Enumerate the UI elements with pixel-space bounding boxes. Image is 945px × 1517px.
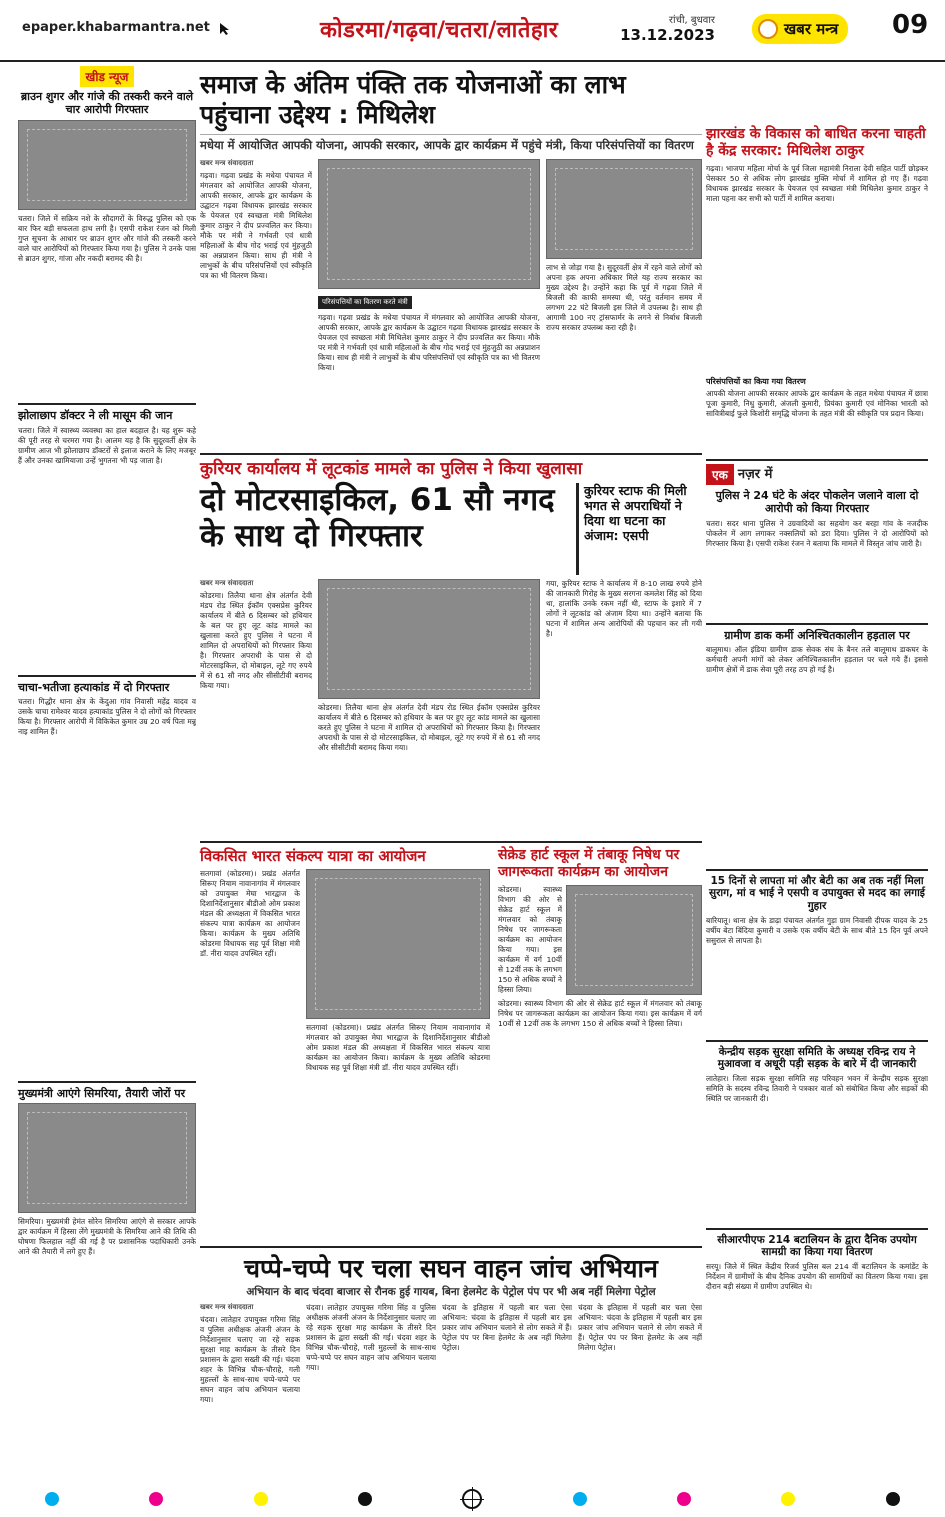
yellow-dot-icon xyxy=(254,1492,268,1506)
issue-date: 13.12.2023 xyxy=(620,26,715,44)
lead-headline[interactable]: समाज के अंतिम पंक्ति तक योजनाओं का लाभ पहुंचाना उद्देश्य : मिथिलेश xyxy=(200,66,702,135)
r2-headline[interactable]: ग्रामीण डाक कर्मी अनिश्चितकालीन हड़ताल पर xyxy=(724,628,910,642)
story-4-headline[interactable]: मुख्यमंत्री आएंगे सिमरिया, तैयारी जोरों पर xyxy=(18,1086,186,1100)
district-title: कोडरमा/गढ़वा/चतरा/लातेहार xyxy=(320,18,559,43)
vehicle-headline[interactable]: चप्पे-चप्पे पर चला सघन वाहन जांच अभियान xyxy=(244,1254,658,1284)
tobacco-body: कोडरमा। स्वास्थ्य विभाग की ओर से सेक्रेड हार्ट स्कूल में मंगलवार को तंबाकू निषेध पर जागरूकता कार्यक्रम का आयोजन किया गया। इस कार्यक्रम में वर्ग 10वीं से 12वीं तक के लगभग 150 से अधिक बच्चों ने हिस्सा लिया। xyxy=(498,884,562,994)
crime-byline: खबर मन्त्र संवाददाता xyxy=(200,579,254,588)
print-registration-marks xyxy=(0,1480,945,1517)
ek-tag: एक xyxy=(706,464,734,485)
story-1-body: चतरा। जिले में सक्रिय नशे के सौदागरों के विरुद्ध पुलिस को एक बार फिर बड़ी सफलता हाथ लगी है। एसपी राकेश रंजन को मिली गुप्त सूचना के आधार पर ब्राउन शुगर और गांजे की तस्करी करने वाले चार आरोपियों को गिरफ्तार किया गया है। पुलिस ने उनके पास से ब्राउन शुगर, गांजा और नकदी बरामद की है। xyxy=(18,214,196,264)
r2-body: बालूमाथ। ऑल इंडिया ग्रामीण डाक सेवक संघ के बैनर तले बालूमाथ डाकघर के कर्मचारी अपनी मांगों को लेकर अनिश्चितकालीन हड़ताल पर चले गये हैं। इससे ग्रामीण क्षेत्रों में डाक सेवा पूरी तरह ठप हो गई है। xyxy=(706,644,928,674)
story-1-photo xyxy=(18,120,196,210)
registration-target-icon xyxy=(462,1489,482,1509)
vikasit-body-2: सतगावां (कोडरमा)। प्रखंड अंतर्गत सिरूए नियाम नावानागांव में मंगलवार को उपायुक्त मेघा भारद्वाज के दिशानिर्देशानुसार बीडीओ ओम प्रकाश मंडल की अध्यक्षता में विकसित भारत संकल्प यात्रा कार्यक्रम का आयोजन किया। कार्यक्रम के मुख्य अतिथि कोडरमा विधायक सह पूर्व शिक्षा मंत्री डॉ. नीरा यादव उपस्थित रहीं। xyxy=(306,1023,490,1073)
right-top-body: गढ़वा। भाजपा महिला मोर्चा के पूर्व जिला महामंत्री निराला देवी सहित पार्टी छोड़कर पेसकार 50 से अधिक लोग झारखंड मुक्ति मोर्चा में शामिल हो गए हैं। गढ़वा विधायक झारखंड सरकार के पेयजल एवं स्वच्छता मंत्री मिथिलेश कुमार ठाकुर ने माला पहना कर सभी को पार्टी में शामिल कराया। xyxy=(706,163,928,203)
r3-body: बारियातू। थाना क्षेत्र के डाढ़ा पंचायत अंतर्गत गुड़ा ग्राम निवासी दीपक यादव के 25 वर्षीय बेटा बिंदिया कुमारी व उसके एक वर्षीय बेटी के साथ बीते 15 दिन पूर्व अपने ससुराल से लापता है। xyxy=(706,915,928,945)
nazar-label: नज़र में xyxy=(737,466,773,482)
vikasit-photo xyxy=(306,869,490,1019)
page-header xyxy=(0,0,945,62)
crime-kicker[interactable]: कुरियर कार्यालय में लूटकांड मामले का पुलिस ने किया खुलासा xyxy=(200,458,583,479)
site-url[interactable]: epaper.khabarmantra.net xyxy=(22,20,210,35)
tobacco-body-2: कोडरमा। स्वास्थ्य विभाग की ओर से सेक्रेड हार्ट स्कूल में मंगलवार को तंबाकू निषेध पर जागरूकता कार्यक्रम का आयोजन किया गया। इस कार्यक्रम में वर्ग 10वीं से 12वीं तक के लगभग 150 से अधिक बच्चों ने हिस्सा लिया। xyxy=(498,998,702,1028)
lead-subheadline: मधेया में आयोजित आपकी योजना, आपकी सरकार, आपके द्वार कार्यक्रम में पहुंचे मंत्री, किया परिसंपत्तियों का वितरण xyxy=(200,138,694,152)
nazar-section-bar xyxy=(706,459,928,485)
lead-photo xyxy=(318,159,540,289)
story-4-photo xyxy=(18,1103,196,1213)
tobacco-headline[interactable]: सेक्रेड हार्ट स्कूल में तंबाकू निषेध पर जागरूकता कार्यक्रम का आयोजन xyxy=(498,847,680,880)
lead-body-1: गढ़वा। गढ़वा प्रखंड के मधेया पंचायत में मंगलवार को आयोजित आपकी योजना, आपकी सरकार, आपके द्वार कार्यक्रम के उद्घाटन गढ़वा विधायक झारखंड सरकार के पेयजल एवं स्वच्छता मंत्री मिथिलेश कुमार ठाकुर ने दीप प्रज्वलित कर किया। मौके पर मंत्री ने गर्भवती एवं धात्री महिलाओं के बीच गोद भराई एवं मुंहजुठी का अन्नप्राशन किया। साथ ही मंत्री ने लाभुकों के बीच परिसंपत्तियों एवं स्वीकृति पत्र का भी वितरण किया। xyxy=(200,170,312,280)
tobacco-photo xyxy=(566,885,702,995)
page-number: 09 xyxy=(892,10,929,40)
story-2-body: चतरा। जिले में स्वास्थ्य व्यवस्था का हाल बदहाल है। यह शुरू कहे की पूरी तरह से चरमरा गया है। आलम यह है कि सुदूरवर्ती क्षेत्र के ग्रामीण आज भी झोलाछाप डॉक्टरों से इलाज कराने के लिए मजबूर हैं और उनका खामियाजा उन्हें भुगतना भी पड़ जाता है। xyxy=(18,425,196,465)
story-2-headline[interactable]: झोलाछाप डॉक्टर ने ली मासूम की जान xyxy=(18,409,173,423)
lead-body-2: लाभ से जोड़ा गया है। सुदूरवर्ती क्षेत्र में रहने वाले लोगों को अपना हक अपना अधिकार मिले यह राज्य सरकार का मुख्य उद्देश्य है। उन्होंने कहा कि पूर्व में गढ़वा जिले में बिजली की काफी समस्या थी, परंतु वर्तमान समय में लगभग 22 घंटे बिजली इस जिले में उपलब्ध है। साथ ही आगामी 100 नए ट्रांसफार्मर के लगने से निर्बाध बिजली राज्य सरकार उपलब्ध करा रही है। xyxy=(546,262,702,332)
vehicle-subheadline: अभियान के बाद चंदवा बाजार से रौनक हुई गायब, बिना हेलमेट के पेट्रोल पंप पर भी अब नहीं मिलेगा पेट्रोल xyxy=(246,1286,656,1299)
cyan-dot-icon xyxy=(45,1492,59,1506)
brand-name: खबर मन्त्र xyxy=(784,20,839,38)
right-column xyxy=(706,66,928,1478)
left-column xyxy=(18,66,196,1478)
magenta-dot-icon-2 xyxy=(677,1492,691,1506)
crime-body-2: कोडरमा। तिलैया थाना क्षेत्र अंतर्गत देवी मंडप रोड स्थित ईकॉम एक्सप्रेस कुरियर कार्यालय में बीते 6 दिसम्बर को हथियार के बल पर हुए लूट कांड मामले का खुलासा करते हुए पुलिस ने घटना में शामिल दो अपराधियों को गिरफ्तार किया है। गिरफ्तार अपराधी के पास से दो मोटरसाइकिल, दो मोबाइल, लूटे गए रुपये में से 61 सौ नगद और सीसीटीवी बरामद किया गया। xyxy=(318,703,540,753)
vehicle-body-2: चंदवा। लातेहार उपायुक्त गरिमा सिंह व पुलिस अधीक्षक अंजनी अंजन के निर्देशानुसार चलाए जा रहे सड़क सुरक्षा माह कार्यक्रम के तीसरे दिन प्रशासन के द्वारा सख्ती की गई। चंदवा शहर के विभिन्न चौक-चौराहे, गली मुहल्लों के साथ-साथ चप्पे-चप्पे पर सघन वाहन जांच अभियान चलाया गया। xyxy=(306,1302,436,1372)
r1-body: चतरा। सदर थाना पुलिस ने उग्रवादियों का सहयोग कर बरहा गांव के नजदीक पोकलेन में आग लगाकर नक्सलियों को डरा दिया। पुलिस ने दो आरोपियों को गिरफ्तार किया है। एसपी राकेश रंजन ने बताया कि मामले में विस्तृत जांच जारी है। xyxy=(706,518,928,548)
vehicle-body-1: चंदवा। लातेहार उपायुक्त गरिमा सिंह व पुलिस अधीक्षक अंजनी अंजन के निर्देशानुसार चलाए जा रहे सड़क सुरक्षा माह कार्यक्रम के तीसरे दिन प्रशासन के द्वारा सख्ती की गई। चंदवा शहर के विभिन्न चौक-चौराहे, गली मुहल्लों के साथ-साथ चप्पे-चप्पे पर सघन वाहन जांच अभियान चलाया गया। xyxy=(200,1314,300,1404)
r4-body: लातेहार। जिला सड़क सुरक्षा समिति सह परिवहन भवन में केन्द्रीय सड़क सुरक्षा समिति के सदस्य रविन्द्र तिवारी ने पत्रकार वार्ता को संबोधित किया और सड़कों की स्थिति पर जानकारी दी। xyxy=(706,1073,928,1103)
vehicle-body-3: चंदवा के इतिहास में पहली बार चला ऐसा अभियान: चंदवा के इतिहास में पहली बार इस प्रकार जांच अभियान चलाने से लोग सकते में हैं। पेट्रोल पंप पर बिना हेलमेट के अब नहीं मिलेगा पेट्रोल। xyxy=(442,1302,572,1352)
crime-headline[interactable]: दो मोटरसाइकिल, 61 सौ नगद के साथ दो गिरफ्तार xyxy=(200,482,555,554)
r3-headline[interactable]: 15 दिनों से लापता मां और बेटी का अब तक नहीं मिला सुराग, मां व भाई ने एसपी व उपायुक्त से मदद का लगाई गुहार xyxy=(709,874,925,912)
r5-body: सरयू। जिले में स्थित केंद्रीय रिजर्व पुलिस बल 214 वीं बटालियन के कमांडेंट के निर्देशन में ग्रामीणों के बीच दैनिक उपयोग की सामग्रियों का वितरण किया गया। इस दौरान बड़ी संख्या में ग्रामीण उपस्थित थे। xyxy=(706,1261,928,1291)
story-1-headline[interactable]: ब्राउन शुगर और गांजे की तस्करी करने वाले चार आरोपी गिरफ्तार xyxy=(20,90,194,117)
vehicle-byline: खबर मन्त्र संवाददाता xyxy=(200,1302,254,1311)
black-dot-icon-2 xyxy=(886,1492,900,1506)
date-block xyxy=(605,12,715,44)
right-top-body-2: आपकी योजना आपकी सरकार आपके द्वार कार्यक्रम के तहत मधेया पंचायत में छात्रा पूजा कुमारी, निधु कुमारी, अंजली कुमारी, प्रियंका कुमारी एवं मोनिका भारती को सावित्रीबाई फुले किशोरी समृद्धि योजना के तहत मंत्री की स्वीकृति पत्र प्रदान किया। xyxy=(706,389,928,419)
story-3-headline[interactable]: चाचा-भतीजा हत्याकांड में दो गिरफ्तार xyxy=(18,680,170,694)
middle-column xyxy=(200,66,702,1478)
lead-byline: खबर मन्त्र संवाददाता xyxy=(200,158,254,167)
magenta-dot-icon xyxy=(149,1492,163,1506)
r1-headline[interactable]: पुलिस ने 24 घंटे के अंदर पोकलेन जलाने वाला दो आरोपी को किया गिरफ्तार xyxy=(715,489,919,516)
right-top-headline[interactable]: झारखंड के विकास को बाधित करना चाहती है केंद्र सरकार: मिथिलेश ठाकुर xyxy=(706,126,926,159)
crime-body-1: कोडरमा। तिलैया थाना क्षेत्र अंतर्गत देवी मंडप रोड स्थित ईकॉम एक्सप्रेस कुरियर कार्यालय में बीते 6 दिसम्बर को हथियार के बल पर हुए लूट कांड मामले का खुलासा करते हुए पुलिस ने घटना में शामिल दो अपराधियों को गिरफ्तार किया है। गिरफ्तार अपराधी के पास से दो मोटरसाइकिल, दो मोबाइल, लूटे गए रुपये में से 61 सौ नगद और सीसीटीवी बरामद किया गया। xyxy=(200,591,312,691)
black-dot-icon xyxy=(358,1492,372,1506)
lead-photo-caption: परिसंपत्तियों का वितरण करते मंत्री xyxy=(318,296,412,309)
r5-headline[interactable]: सीआरपीएफ 214 बटालियन के द्वारा दैनिक उपयोग सामग्री का किया गया वितरण xyxy=(717,1233,917,1259)
brand-emblem-icon xyxy=(758,19,778,39)
vehicle-body-4: चंदवा के इतिहास में पहली बार चला ऐसा अभियान: चंदवा के इतिहास में पहली बार इस प्रकार जांच अभियान चलाने से लोग सकते में हैं। पेट्रोल पंप पर बिना हेलमेट के अब नहीं मिलेगा पेट्रोल। xyxy=(578,1302,702,1352)
crime-body-3: गया, कुरियर स्टाफ ने कार्यालय में 8-10 लाख रुपये होने की जानकारी गिरोह के मुख्य सरगना कमलेश सिंह को दिया था, हालांकि उनके रकम नहीं थी, स्टाफ के इशारे में 7 लोगों ने लूटकांड को अंजाम दिया था। उन्होंने बताया कि घटना में शामिल अन्य आरोपियों की पहचान कर ली गयी है। xyxy=(546,579,702,639)
vikasit-headline[interactable]: विकसित भारत संकल्प यात्रा का आयोजन xyxy=(200,847,426,866)
crime-photo xyxy=(318,579,540,699)
section-tag-crime: खीड न्यूज xyxy=(80,66,135,87)
lead-body-2-cont: गढ़वा। गढ़वा प्रखंड के मधेया पंचायत में मंगलवार को आयोजित आपकी योजना, आपकी सरकार, आपके द्वार कार्यक्रम के उद्घाटन गढ़वा विधायक झारखंड सरकार के पेयजल एवं स्वच्छता मंत्री मिथिलेश कुमार ठाकुर ने दीप प्रज्वलित कर किया। मौके पर मंत्री ने गर्भवती एवं धात्री महिलाओं के बीच गोद भराई एवं मुंहजुठी का अन्नप्राशन किया। साथ ही मंत्री ने लाभुकों के बीच परिसंपत्तियों एवं स्वीकृति पत्र का भी वितरण किया। xyxy=(318,312,540,372)
cyan-dot-icon-2 xyxy=(573,1492,587,1506)
story-4-body: सिमरिया। मुख्यमंत्री हेमंत सोरेन सिमरिया आएंगे से सरकार आपके द्वार कार्यक्रम में हिस्सा लेंगे मुख्यमंत्री के सिमरिया आने की तिथि की घोषणा फिलहाल नहीं की गई है पर प्रशासनिक पदाधिकारी उनके आने की तैयारी में लगे हुए हैं। xyxy=(18,1216,196,1256)
city-day: रांची, बुधवार xyxy=(668,15,715,26)
right-top-subhead: परिसंपत्तियों का किया गया वितरण xyxy=(706,376,806,386)
brand-logo xyxy=(752,14,848,44)
lead-photo-2 xyxy=(546,159,702,259)
vikasit-body: सतगावां (कोडरमा)। प्रखंड अंतर्गत सिरूए नियाम नावानागांव में मंगलवार को उपायुक्त मेघा भारद्वाज के दिशानिर्देशानुसार बीडीओ ओम प्रकाश मंडल की अध्यक्षता में विकसित भारत संकल्प यात्रा कार्यक्रम का आयोजन किया। कार्यक्रम के मुख्य अतिथि कोडरमा विधायक सह पूर्व शिक्षा मंत्री डॉ. नीरा यादव उपस्थित रहीं। xyxy=(200,869,300,959)
yellow-dot-icon-2 xyxy=(781,1492,795,1506)
cursor-icon xyxy=(218,22,232,36)
crime-side-deck: कुरियर स्टाफ की मिली भगत से अपराधियों ने दिया था घटना का अंजाम: एसपी xyxy=(576,483,702,575)
r4-headline[interactable]: केन्द्रीय सड़क सुरक्षा समिति के अध्यक्ष रविन्द्र राय ने मुआवजा व अधूरी पड़ी सड़क के बारे में दी जानकारी xyxy=(717,1045,917,1071)
story-3-body: चतरा। गिद्धौर थाना क्षेत्र के केंदुआ गांव निवासी महेंद्र यादव व उसके चाचा रामेश्वर यादव हत्याकांड पुलिस ने दो लोगों को गिरफ्तार किया है। गिरफ्तार आरोपी में विकिकेत कुमार उम्र 20 वर्ष पिता मन्नू नाइ शामिल हैं। xyxy=(18,696,196,736)
